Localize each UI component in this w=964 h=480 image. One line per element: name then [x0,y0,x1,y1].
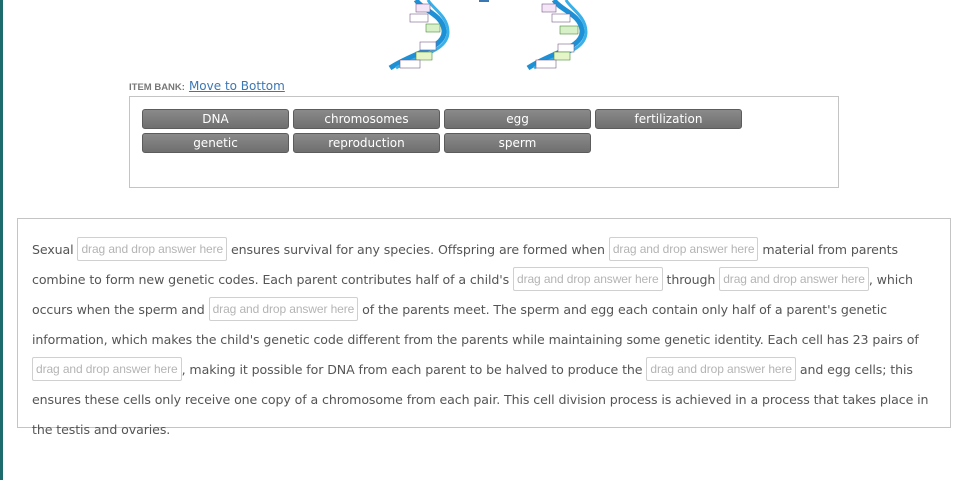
text-segment: and egg cells; this ensures these cells only receive one copy of a chromosome from each pair. This cell division process is achieved in a process that takes place in the testis and ovaries. [32,362,929,437]
bank-item-chromosomes[interactable]: chromosomes [293,109,440,129]
drop-zone-4[interactable]: drag and drop answer here [719,267,869,291]
item-bank-header [129,79,285,95]
bank-item-reproduction[interactable]: reproduction [293,133,440,153]
dna-helix-icon [524,0,588,70]
item-bank [129,96,839,188]
drop-zone-3[interactable]: drag and drop answer here [513,267,663,291]
question-panel [17,218,951,437]
bank-item-sperm[interactable]: sperm [444,133,591,153]
text-segment: , which occurs when the sperm and [32,272,913,317]
drop-zone-7[interactable]: drag and drop answer here [646,357,796,381]
bank-item-dna[interactable]: DNA [142,109,289,129]
text-segment: through [666,272,716,287]
dna-helix-icon [386,0,450,70]
text-segment: ensures survival for any species. Offspring are formed when [231,242,605,257]
drop-zone-1[interactable]: drag and drop answer here [77,237,227,261]
bank-item-genetic[interactable]: genetic [142,133,289,153]
question-text [32,235,936,445]
bank-item-egg[interactable]: egg [444,109,591,129]
cropped-link-mark [479,0,489,2]
text-segment: Sexual [32,242,74,257]
bank-item-fertilization[interactable]: fertilization [595,109,742,129]
drop-zone-6[interactable]: drag and drop answer here [32,357,182,381]
page-left-border [0,0,3,480]
drop-zone-5[interactable]: drag and drop answer here [209,297,359,321]
drop-zone-2[interactable]: drag and drop answer here [609,237,759,261]
text-segment: of the parents meet. The sperm and egg each contain only half of a parent's genetic information, which makes the child's genetic code different from the parents while maintaining some genetic identity. Each cell has 23 pairs of [32,302,919,347]
move-to-bottom-link[interactable]: Move to Bottom [188,79,285,93]
text-segment: material from parents combine to form new genetic codes. Each parent contributes half of a child's [32,242,898,287]
text-segment: , making it possible for DNA from each parent to be halved to produce the [181,362,643,377]
item-bank-label: ITEM BANK: [129,82,185,93]
